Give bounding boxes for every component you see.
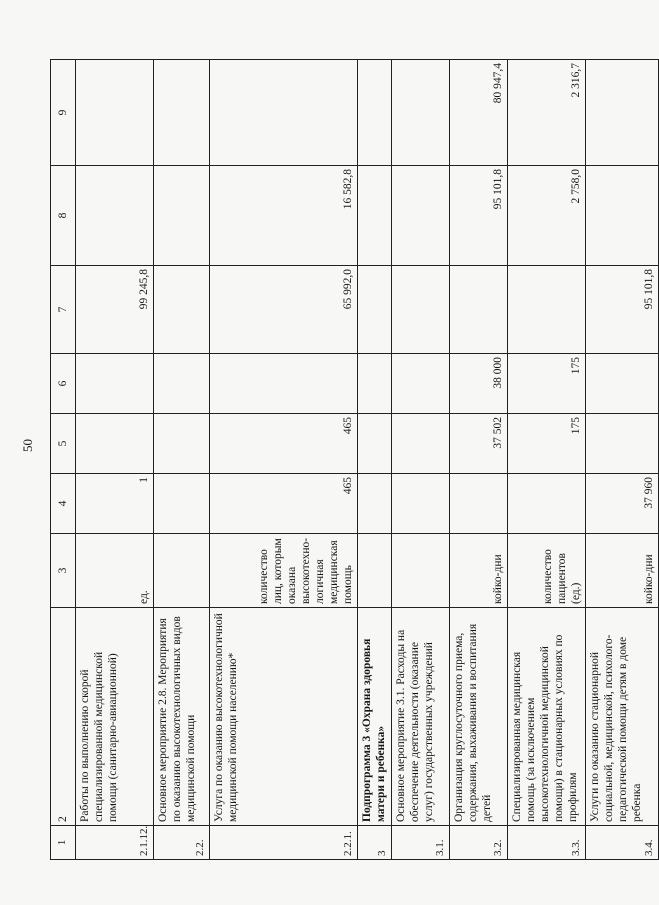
row-col8-cell: 16 582,8 [210, 166, 358, 266]
row-col9-cell: 80 947,4 [450, 60, 508, 166]
header-cell-9: 9 [51, 60, 76, 166]
row-number-cell: 2.2.1. [210, 826, 358, 860]
row-col5-cell [586, 414, 659, 474]
row-number-cell: 2.1.12. [76, 826, 154, 860]
row-col5-cell [392, 414, 450, 474]
row-number-cell: 3.4. [586, 826, 659, 860]
row-col6-cell [358, 354, 392, 414]
row-name-cell: Основное мероприятие 2.8. Мероприятия по оказанию высокотехнологичных видов медицинской помощи [154, 608, 210, 826]
row-col8-cell [76, 166, 154, 266]
header-cell-2: 2 [51, 608, 76, 826]
row-name-cell: Работы по выполнению скорой специализированной медицинской помощи (санитарно-авиационной) [76, 608, 154, 826]
row-unit-cell: количество пациентов (ед.) [508, 534, 586, 608]
row-name-cell: Организация круглосуточного приема, содержания, выхаживания и воспитания детей [450, 608, 508, 826]
row-col8-cell: 2 758,0 [508, 166, 586, 266]
row-col9-cell [586, 60, 659, 166]
table-body [51, 60, 659, 860]
row-unit-cell: количество лиц, которым оказана высокотехно-логичная медицинская помощь [210, 534, 358, 608]
row-col6-cell [76, 354, 154, 414]
row-col7-cell: 99 245,8 [76, 266, 154, 354]
row-col9-cell [358, 60, 392, 166]
header-cell-5: 5 [51, 414, 76, 474]
row-col4-cell: 465 [210, 474, 358, 534]
row-col6-cell [154, 354, 210, 414]
row-name-cell: Услуга по оказанию высокотехнологичной медицинской помощи населению* [210, 608, 358, 826]
row-col7-cell [358, 266, 392, 354]
row-col4-cell [392, 474, 450, 534]
row-col9-cell [392, 60, 450, 166]
row-unit-cell: койко-дни [450, 534, 508, 608]
row-col7-cell [450, 266, 508, 354]
row-col9-cell: 2 316,7 [508, 60, 586, 166]
row-col7-cell [392, 266, 450, 354]
row-col4-cell [450, 474, 508, 534]
row-col4-cell [154, 474, 210, 534]
row-unit-cell: койко-дни [586, 534, 659, 608]
header-cell-1: 1 [51, 826, 76, 860]
table-row [76, 60, 154, 860]
row-name-cell: Услуги по оказанию стационарной социальной, медицинской, психолого-педагогической помощи детям в доме ребенка [586, 608, 659, 826]
row-col9-cell [154, 60, 210, 166]
row-col4-cell [358, 474, 392, 534]
row-number-cell: 3 [358, 826, 392, 860]
rotated-table-container [50, 60, 655, 860]
row-col4-cell: 37 960 [586, 474, 659, 534]
row-col5-cell: 175 [508, 414, 586, 474]
page-number: 50 [20, 439, 35, 452]
row-col4-cell [508, 474, 586, 534]
row-name-cell: Подпрограмма 3 «Охрана здоровья матери и ребенка» [358, 608, 392, 826]
row-col6-cell: 175 [508, 354, 586, 414]
row-unit-cell [392, 534, 450, 608]
header-cell-8: 8 [51, 166, 76, 266]
row-name-cell: Специализированная медицинская помощь (за исключением высокотехнологичной медицинской помощи) в стационарных условиях по профилям [508, 608, 586, 826]
table-header-row [51, 60, 76, 860]
row-col8-cell [358, 166, 392, 266]
row-col7-cell [154, 266, 210, 354]
table-row [508, 60, 586, 860]
row-col8-cell: 95 101,8 [450, 166, 508, 266]
row-name-cell: Основное мероприятие 3.1. Расходы на обеспечение деятельности (оказание услуг) государственных учреждений [392, 608, 450, 826]
row-col7-cell: 65 992,0 [210, 266, 358, 354]
row-col6-cell [586, 354, 659, 414]
row-col6-cell: 38 000 [450, 354, 508, 414]
table-row [450, 60, 508, 860]
header-cell-4: 4 [51, 474, 76, 534]
table-row [210, 60, 358, 860]
row-col8-cell [392, 166, 450, 266]
table-row [154, 60, 210, 860]
table-row [586, 60, 659, 860]
row-unit-cell: ед. [76, 534, 154, 608]
row-number-cell: 3.3. [508, 826, 586, 860]
row-col9-cell [210, 60, 358, 166]
row-col5-cell [154, 414, 210, 474]
row-number-cell: 2.2. [154, 826, 210, 860]
row-col6-cell [210, 354, 358, 414]
row-col4-cell: 1 [76, 474, 154, 534]
row-col8-cell [154, 166, 210, 266]
row-unit-cell [154, 534, 210, 608]
program-table [50, 59, 659, 860]
row-col5-cell: 37 502 [450, 414, 508, 474]
row-col7-cell [508, 266, 586, 354]
row-col5-cell: 465 [210, 414, 358, 474]
row-number-cell: 3.1. [392, 826, 450, 860]
header-cell-7: 7 [51, 266, 76, 354]
header-cell-6: 6 [51, 354, 76, 414]
table-row [358, 60, 392, 860]
row-col5-cell [76, 414, 154, 474]
row-col9-cell [76, 60, 154, 166]
row-col5-cell [358, 414, 392, 474]
header-cell-3: 3 [51, 534, 76, 608]
row-col6-cell [392, 354, 450, 414]
table-row [392, 60, 450, 860]
row-number-cell: 3.2. [450, 826, 508, 860]
row-unit-cell [358, 534, 392, 608]
row-col7-cell: 95 101,8 [586, 266, 659, 354]
row-col8-cell [586, 166, 659, 266]
